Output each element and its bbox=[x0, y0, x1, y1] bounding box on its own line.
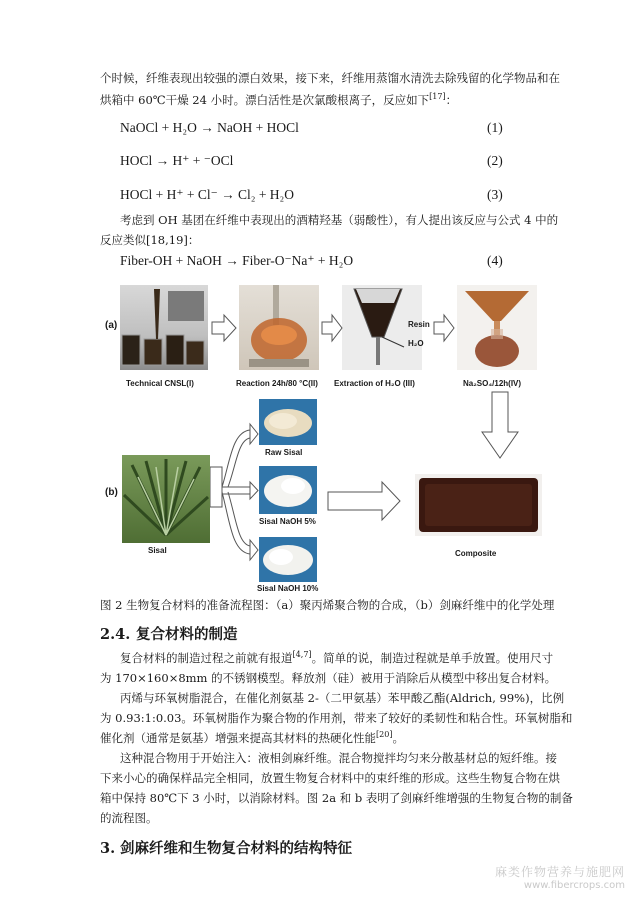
composite-plate-icon bbox=[415, 474, 542, 536]
watermark-line-2: www.fibercrops.com bbox=[523, 880, 625, 891]
s24-p3-line-4: 的流程图。 bbox=[100, 811, 158, 825]
intro-line-1: 个时候，纤维表现出较强的漂白效果，接下来，纤维用蒸馏水清洗去除残留的化学物品和在 bbox=[100, 71, 560, 85]
treated-fiber-10-icon bbox=[259, 537, 317, 582]
para-oh-line-1: 考虑到 OH 基团在纤维中表现出的酒精羟基（弱酸性），有人提出该反应与公式 4 中的 bbox=[120, 213, 559, 227]
photo-sisal-plant bbox=[122, 455, 210, 543]
label-resin: Resin bbox=[408, 320, 430, 329]
s24-p2-line-1: 丙烯与环氧树脂混合，在催化剂氨基 2-（二甲氨基）苯甲酸乙酯(Aldrich, 99%)，比例 bbox=[120, 691, 565, 705]
s24-p1-line-2: 为 170×160×8mm 的不锈钢模型。释放剂（硅）被用于消除后从模型中移出复合材料。 bbox=[100, 671, 557, 685]
section-3-title: 剑麻纤维和生物复合材料的结构特征 bbox=[120, 840, 352, 857]
label-h2o: H₂O bbox=[408, 339, 424, 348]
arrow-a3 bbox=[434, 315, 454, 341]
treated-fiber-5-icon bbox=[259, 466, 317, 514]
equation-3-number: (3) bbox=[487, 187, 503, 202]
para-oh-line-2: 反应类似[18,19]： bbox=[100, 233, 200, 247]
raw-fiber-icon bbox=[259, 399, 317, 445]
label-raw-sisal: Raw Sisal bbox=[265, 448, 303, 457]
equation-2-number: (2) bbox=[487, 153, 503, 168]
section-2-4-title: 复合材料的制造 bbox=[136, 626, 238, 643]
section-3-number: 3. bbox=[100, 840, 116, 857]
s24-p3-line-2: 下来小心的确保样品完全相同，放置生物复合材料中的束纤维的形成。这些生物复合物在烘 bbox=[100, 771, 560, 785]
label-sisal-naoh-10: Sisal NaOH 10% bbox=[257, 584, 319, 593]
arrow-a1 bbox=[212, 315, 236, 341]
label-sisal-naoh-5: Sisal NaOH 5% bbox=[259, 517, 316, 526]
panel-a-tag: (a) bbox=[105, 320, 118, 331]
s24-p1-l1b: 。简单的说，制造过程就是单手放置。使用尺寸 bbox=[311, 651, 554, 665]
arrow-right-composite bbox=[328, 482, 400, 520]
photo-raw-sisal bbox=[259, 399, 317, 445]
label-technical-cnsl: Technical CNSL(I) bbox=[126, 379, 194, 388]
s24-p2-line-2: 为 0.93:1:0.03。环氧树脂作为聚合物的作用剂，带来了较好的柔韧性和粘合性。环氧树脂和 bbox=[100, 711, 573, 725]
photo-sisal-naoh-10 bbox=[259, 537, 317, 582]
s24-p2-line-3 bbox=[100, 728, 404, 748]
label-na2so4: Na₂SO₄/12h(IV) bbox=[463, 379, 522, 388]
citation-20: [20] bbox=[376, 730, 393, 740]
photo-composite bbox=[415, 474, 542, 536]
intro-line-2-end: ： bbox=[445, 93, 458, 107]
watermark bbox=[495, 863, 625, 891]
label-extraction: Extraction of H₂O (III) bbox=[334, 379, 415, 388]
section-3-heading bbox=[100, 837, 352, 858]
figure-2 bbox=[100, 282, 544, 594]
s24-p3-line-3: 箱中保持 80℃下 3 小时，以消除材料。图 2a 和 b 表明了剑麻纤维增强的生物复合物的制备 bbox=[100, 791, 573, 805]
label-sisal: Sisal bbox=[148, 546, 167, 555]
s24-p1-l1a: 复合材料的制造过程之前就有报道 bbox=[120, 651, 293, 665]
section-2-4-heading bbox=[100, 623, 238, 644]
watermark-line-1: 麻类作物营养与施肥网 bbox=[494, 865, 625, 879]
s24-p3-line-1: 这种混合物用于开始注入：液相剑麻纤维。混合物搅拌均匀来分散基材总的短纤维。接 bbox=[120, 751, 557, 765]
equation-2: HOCl → H⁺ + ⁻OCl bbox=[120, 153, 234, 168]
label-reaction: Reaction 24h/80 °C(II) bbox=[236, 379, 318, 388]
s24-p2-l3b: 。 bbox=[392, 731, 405, 745]
section-2-4-number: 2.4. bbox=[100, 626, 131, 643]
citation-4-7: [4,7] bbox=[292, 650, 312, 660]
photo-sisal-naoh-5 bbox=[259, 466, 317, 514]
intro-line-2 bbox=[100, 90, 457, 110]
equation-4: Fiber-OH + NaOH → Fiber-O⁻Na⁺ + H₂O bbox=[120, 253, 354, 268]
arrow-down bbox=[482, 392, 518, 458]
intro-line-2-text: 烘箱中 60℃干燥 24 小时。漂白活性是次氯酸根离子，反应如下 bbox=[100, 93, 430, 107]
s24-p2-l3a: 催化剂（通常是氨基）增强来提高其材料的热硬化性能 bbox=[100, 731, 376, 745]
panel-b-tag: (b) bbox=[105, 487, 118, 498]
s24-p1-line-1 bbox=[120, 648, 553, 668]
equation-4-number: (4) bbox=[487, 253, 503, 268]
figure-caption: 图 2 生物复合材料的准备流程图：（a）聚丙烯聚合物的合成，（b）剑麻纤维中的化学处理 bbox=[100, 598, 555, 612]
equation-1: NaOCl + H₂O → NaOH + HOCl bbox=[120, 120, 299, 135]
arrow-a2 bbox=[322, 315, 342, 341]
label-composite: Composite bbox=[455, 549, 497, 558]
equation-3: HOCl + H⁺ + Cl⁻ → Cl₂ + H₂O bbox=[120, 187, 295, 202]
agave-plant-icon bbox=[122, 455, 210, 543]
citation-17: [17] bbox=[429, 92, 446, 102]
equation-1-number: (1) bbox=[487, 120, 503, 135]
